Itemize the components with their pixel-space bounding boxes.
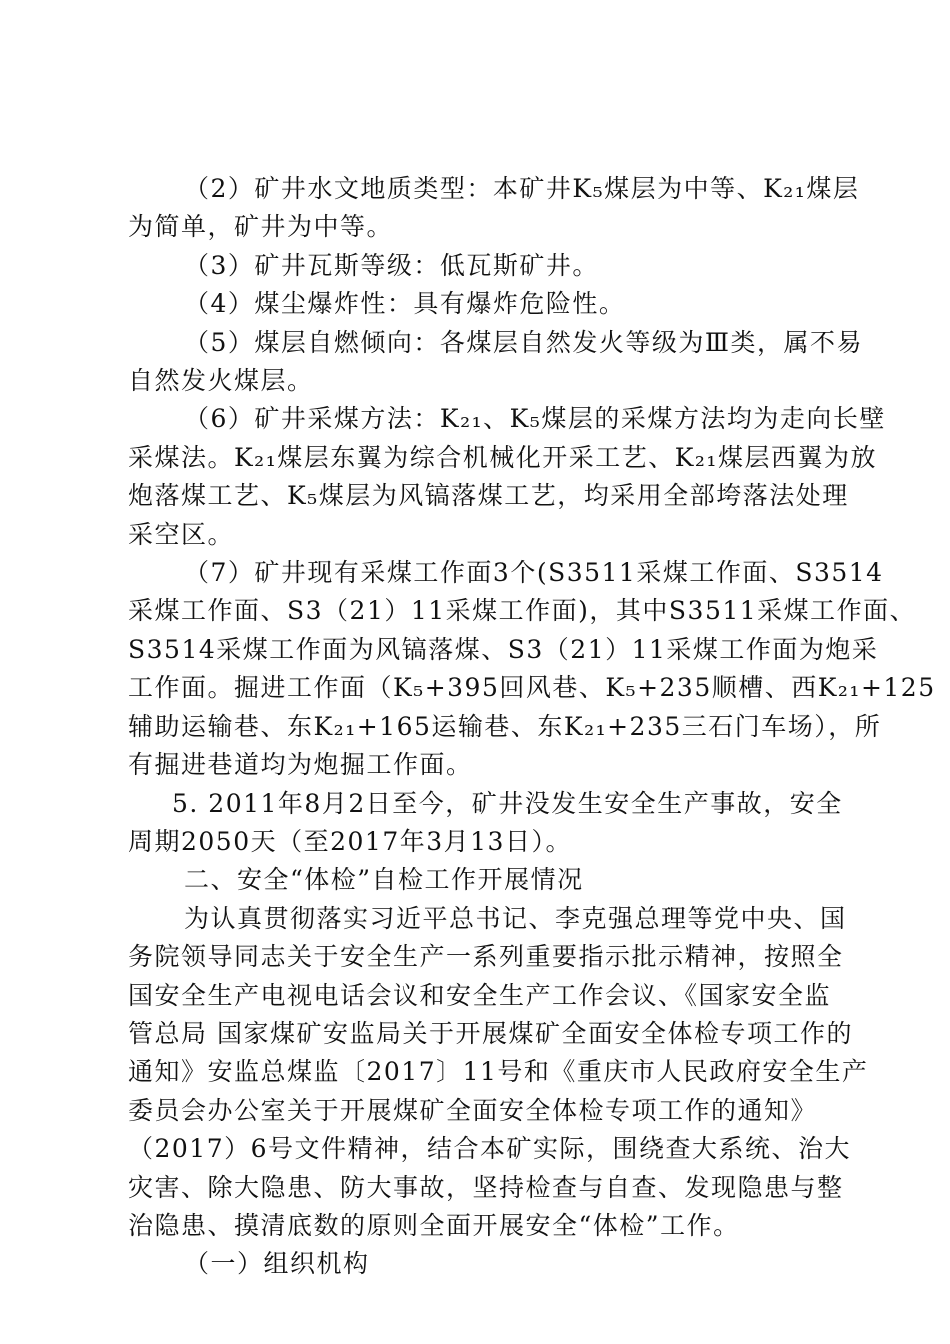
text-line: S3514采煤工作面为风镐落煤、S3（21）11采煤工作面为炮采 (128, 634, 879, 664)
text-line: （2017）6号文件精神，结合本矿实际，围绕查大系统、治大 (128, 1134, 852, 1164)
text-line: 采煤工作面、S3（21）11采煤工作面)，其中S3511采煤工作面、 (128, 596, 917, 626)
paragraph-safety-period (128, 785, 843, 862)
text-line: （5）煤层自燃倾向：各煤层自然发火等级为Ⅲ类，属不易 (184, 327, 864, 357)
text-line: 炮落煤工艺、K₅煤层为风镐落煤工艺，均采用全部垮落法处理 (128, 481, 849, 511)
text-line: （4）煤尘爆炸性：具有爆炸危险性。 (184, 289, 626, 319)
section-heading (128, 861, 834, 899)
text-line: 辅助运输巷、东K₂₁+165运输巷、东K₂₁+235三石门车场），所 (128, 711, 882, 741)
text-line: （3）矿井瓦斯等级：低瓦斯矿井。 (184, 250, 599, 280)
text-line: 采煤法。K₂₁煤层东翼为综合机械化开采工艺、K₂₁煤层西翼为放 (128, 442, 877, 472)
paragraph-section-two-body (128, 900, 869, 1246)
text-line: 务院领导同志关于安全生产一系列重要指示批示精神，按照全 (128, 942, 844, 972)
text-line: 灾害、除大隐患、防大事故，坚持检查与自查、发现隐患与整 (128, 1172, 844, 1202)
text-line: 为认真贯彻落实习近平总书记、李克强总理等党中央、国 (184, 903, 847, 933)
text-line: （7）矿井现有采煤工作面3个(S3511采煤工作面、S3514 (184, 558, 884, 588)
document-body (128, 170, 936, 1284)
text-line: 为简单，矿井为中等。 (128, 212, 394, 242)
heading-text: （一）组织机构 (184, 1249, 370, 1279)
paragraph-hydrogeology (128, 170, 860, 247)
subsection-heading (128, 1245, 834, 1283)
text-line: 工作面。掘进工作面（K₅+395回风巷、K₅+235顺槽、西K₂₁+125 (128, 673, 936, 703)
text-line: （6）矿井采煤方法：K₂₁、K₅煤层的采煤方法均为走向长壁 (184, 404, 886, 434)
text-line: 采空区。 (128, 519, 235, 549)
text-line: 有掘进巷道均为炮掘工作面。 (128, 750, 473, 780)
text-line: 5. 2011年8月2日至今，矿井没发生安全生产事故，安全 (172, 788, 843, 818)
text-line: 国安全生产电视电话会议和安全生产工作会议、《国家安全监 (128, 980, 832, 1010)
text-line: 管总局 国家煤矿安监局关于开展煤矿全面安全体检专项工作的 (128, 1018, 853, 1048)
paragraph-mining-method (128, 400, 886, 554)
text-line: （2）矿井水文地质类型：本矿井K₅煤层为中等、K₂₁煤层 (184, 174, 860, 203)
text-line: 治隐患、摸清底数的原则全面开展安全“体检”工作。 (128, 1210, 740, 1240)
text-line: 委员会办公室关于开展煤矿全面安全体检专项工作的通知》 (128, 1095, 818, 1125)
heading-text: 二、安全“体检”自检工作开展情况 (184, 865, 584, 895)
paragraph-spontaneous-combustion (128, 324, 864, 401)
paragraph-coal-dust (128, 285, 834, 323)
paragraph-gas-level (128, 247, 834, 285)
text-line: 周期2050天（至2017年3月13日）。 (128, 826, 572, 856)
paragraph-work-faces (128, 554, 936, 784)
text-line: 自然发火煤层。 (128, 366, 314, 396)
text-line: 通知》安监总煤监〔2017〕11号和《重庆市人民政府安全生产 (128, 1057, 869, 1087)
